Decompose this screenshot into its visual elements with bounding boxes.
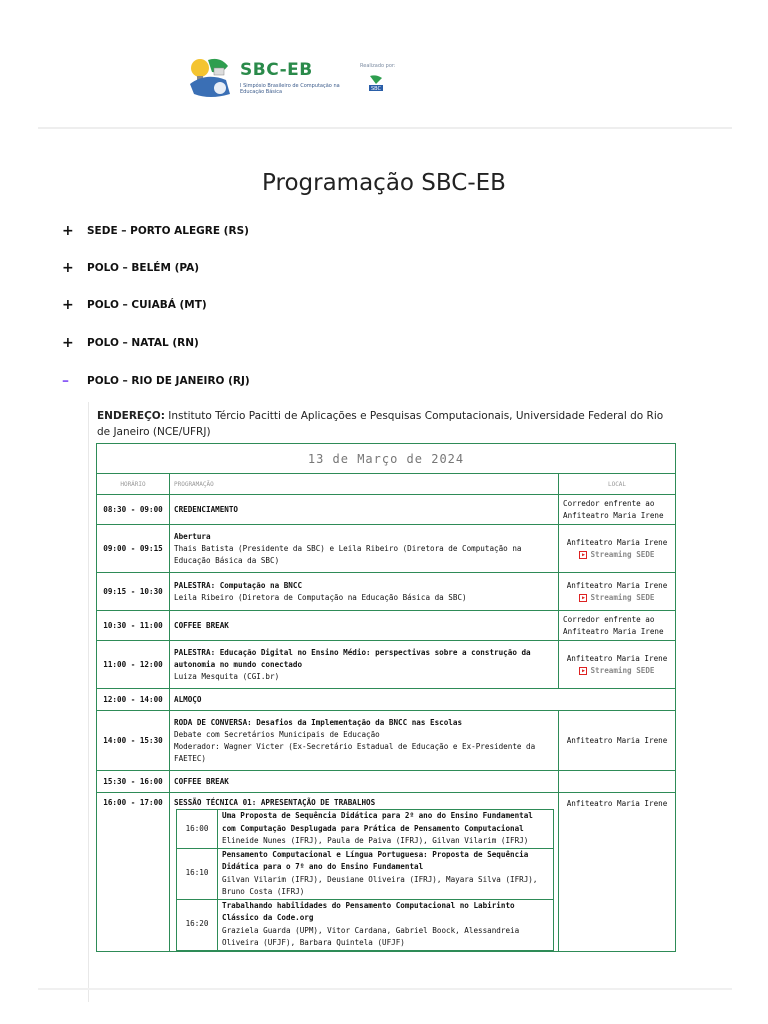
accordion-label: POLO – BELÉM (PA) <box>87 262 200 274</box>
row-program <box>170 525 559 573</box>
table-row <box>97 611 676 641</box>
row-title: ALMOÇO <box>170 689 676 711</box>
paper-body <box>218 810 554 849</box>
col-header-location: LOCAL <box>559 474 676 495</box>
paper-time: 16:00 <box>177 810 218 849</box>
schedule-date: 13 de Março de 2024 <box>97 444 676 474</box>
streaming-label: Streaming SEDE <box>590 665 655 675</box>
table-row <box>97 689 676 711</box>
row-program <box>170 711 559 771</box>
row-time: 09:00 - 09:15 <box>97 525 170 573</box>
row-title: PALESTRA: Educação Digital no Ensino Médio: perspectivas sobre a construção da autonomia no mundo conectado <box>174 647 531 669</box>
col-header-time: HORÁRIO <box>97 474 170 495</box>
row-location: Anfiteatro Maria Irene <box>559 711 676 771</box>
paper-authors: Gilvan Vilarim (IFRJ), Deusiane Oliveira (IFRJ), Mayara Silva (IFRJ), Bruno Costa (IFRJ) <box>222 874 538 896</box>
sbc-mini-logo-icon <box>368 74 384 92</box>
row-program <box>170 641 559 689</box>
row-title: Abertura <box>174 531 211 541</box>
paper-item <box>177 899 554 950</box>
logo-emblem-icon <box>186 54 238 102</box>
table-row <box>97 525 676 573</box>
row-location <box>559 771 676 793</box>
accordion-polo-belem[interactable] <box>62 260 199 276</box>
collapse-minus-icon: – <box>62 373 69 389</box>
streaming-link[interactable] <box>563 665 671 677</box>
row-title: SESSÃO TÉCNICA 01: APRESENTAÇÃO DE TRABALHOS <box>174 798 376 807</box>
accordion-label: POLO – RIO DE JANEIRO (RJ) <box>87 375 250 387</box>
streaming-label: Streaming SEDE <box>590 549 655 559</box>
schedule-table <box>96 443 676 952</box>
col-header-program: PROGRAMAÇÃO <box>170 474 559 495</box>
realizado-label: Realizado por: <box>360 63 396 69</box>
accordion-label: POLO – NATAL (RN) <box>87 337 199 349</box>
row-description: Luiza Mesquita (CGI.br) <box>174 671 280 681</box>
expand-plus-icon: + <box>62 297 74 313</box>
header-divider <box>38 127 732 129</box>
row-time: 09:15 - 10:30 <box>97 573 170 611</box>
youtube-icon: ▶ <box>579 551 587 559</box>
expand-plus-icon: + <box>62 335 74 351</box>
paper-body <box>218 848 554 899</box>
paper-item <box>177 848 554 899</box>
papers-list <box>176 809 554 951</box>
expand-plus-icon: + <box>62 223 74 239</box>
table-row <box>97 641 676 689</box>
paper-title: Uma Proposta de Sequência Didática para 2º ano do Ensino Fundamental com Computação Desplugada para Prática de Pensamento Computacional <box>222 811 533 833</box>
sbc-mini-text: SBC <box>370 86 382 92</box>
row-location: Corredor enfrente ao Anfiteatro Maria Irene <box>559 495 676 525</box>
row-title: PALESTRA: Computação na BNCC <box>174 580 303 590</box>
streaming-link[interactable] <box>563 592 671 604</box>
table-row <box>97 573 676 611</box>
footer-divider <box>38 988 732 990</box>
paper-body <box>218 899 554 950</box>
accordion-polo-natal[interactable] <box>62 335 199 351</box>
accordion-label: POLO – CUIABÁ (MT) <box>87 299 207 311</box>
accordion-label: SEDE – PORTO ALEGRE (RS) <box>87 225 249 237</box>
row-location-text: Anfiteatro Maria Irene <box>566 537 668 547</box>
paper-item <box>177 810 554 849</box>
row-location: Anfiteatro Maria Irene <box>559 793 676 952</box>
expand-plus-icon: + <box>62 260 74 276</box>
logo-title: SBC-EB <box>240 60 313 80</box>
address-label: ENDEREÇO: <box>97 410 165 422</box>
paper-time: 16:10 <box>177 848 218 899</box>
page-title: Programação SBC-EB <box>262 170 506 196</box>
table-row <box>97 711 676 771</box>
logo-subtitle: I Simpósio Brasileiro de Computação na Educação Básica <box>240 83 340 95</box>
address-block <box>97 408 672 440</box>
table-row <box>97 771 676 793</box>
row-time: 11:00 - 12:00 <box>97 641 170 689</box>
row-time: 12:00 - 14:00 <box>97 689 170 711</box>
accordion-sede-porto-alegre[interactable] <box>62 223 249 239</box>
row-description: Moderador: Wagner Victer (Ex-Secretário Estadual de Educação e Ex-Presidente da FAETEC) <box>174 741 536 763</box>
row-time: 14:00 - 15:30 <box>97 711 170 771</box>
row-location-text: Anfiteatro Maria Irene <box>566 580 668 590</box>
row-location <box>559 573 676 611</box>
streaming-link[interactable] <box>563 549 671 561</box>
paper-title: Trabalhando habilidades do Pensamento Computacional no Labirinto Clássico da Code.org <box>222 900 515 922</box>
table-row <box>97 793 676 952</box>
accordion-polo-cuiaba[interactable] <box>62 297 207 313</box>
date-row <box>97 444 676 474</box>
row-location: Corredor enfrente ao Anfiteatro Maria Irene <box>559 611 676 641</box>
row-location <box>559 641 676 689</box>
row-description: Debate com Secretários Municipais de Educação <box>174 729 380 739</box>
table-row <box>97 495 676 525</box>
sbc-eb-logo[interactable] <box>186 54 401 104</box>
row-location <box>559 525 676 573</box>
paper-title: Pensamento Computacional e Língua Portuguesa: Proposta de Sequência Didática para o 7º ano do Ensino Fundamental <box>222 849 529 871</box>
paper-authors: Graziela Guarda (UPM), Vitor Cardana, Gabriel Boock, Alessandreia Oliveira (UFJF), Barbara Quintela (UFJF) <box>222 925 520 947</box>
row-program <box>170 793 559 952</box>
accordion-polo-rio-de-janeiro[interactable] <box>62 373 250 389</box>
paper-authors: Elineide Nunes (IFRJ), Paula de Paiva (IFRJ), Gilvan Vilarim (IFRJ) <box>222 836 529 845</box>
youtube-icon: ▶ <box>579 594 587 602</box>
row-title: COFFEE BREAK <box>170 611 559 641</box>
paper-time: 16:20 <box>177 899 218 950</box>
row-time: 16:00 - 17:00 <box>97 793 170 952</box>
row-program <box>170 573 559 611</box>
row-title: RODA DE CONVERSA: Desafios da Implementação da BNCC nas Escolas <box>174 717 463 727</box>
row-description: Thais Batista (Presidente da SBC) e Leila Ribeiro (Diretora de Computação na Educação Básica da SBC) <box>174 543 522 565</box>
row-time: 08:30 - 09:00 <box>97 495 170 525</box>
row-description: Leila Ribeiro (Diretora de Computação na Educação Básica da SBC) <box>174 592 467 602</box>
row-location-text: Anfiteatro Maria Irene <box>566 653 668 663</box>
row-title: COFFEE BREAK <box>170 771 559 793</box>
address-text: Instituto Tércio Pacitti de Aplicações e Pesquisas Computacionais, Universidade Federal do Rio de Janeiro (NCE/UFRJ) <box>97 410 664 438</box>
row-time: 10:30 - 11:00 <box>97 611 170 641</box>
row-time: 15:30 - 16:00 <box>97 771 170 793</box>
streaming-label: Streaming SEDE <box>590 592 655 602</box>
header-row <box>97 474 676 495</box>
row-title: CREDENCIAMENTO <box>170 495 559 525</box>
youtube-icon: ▶ <box>579 667 587 675</box>
site-header <box>0 0 768 128</box>
